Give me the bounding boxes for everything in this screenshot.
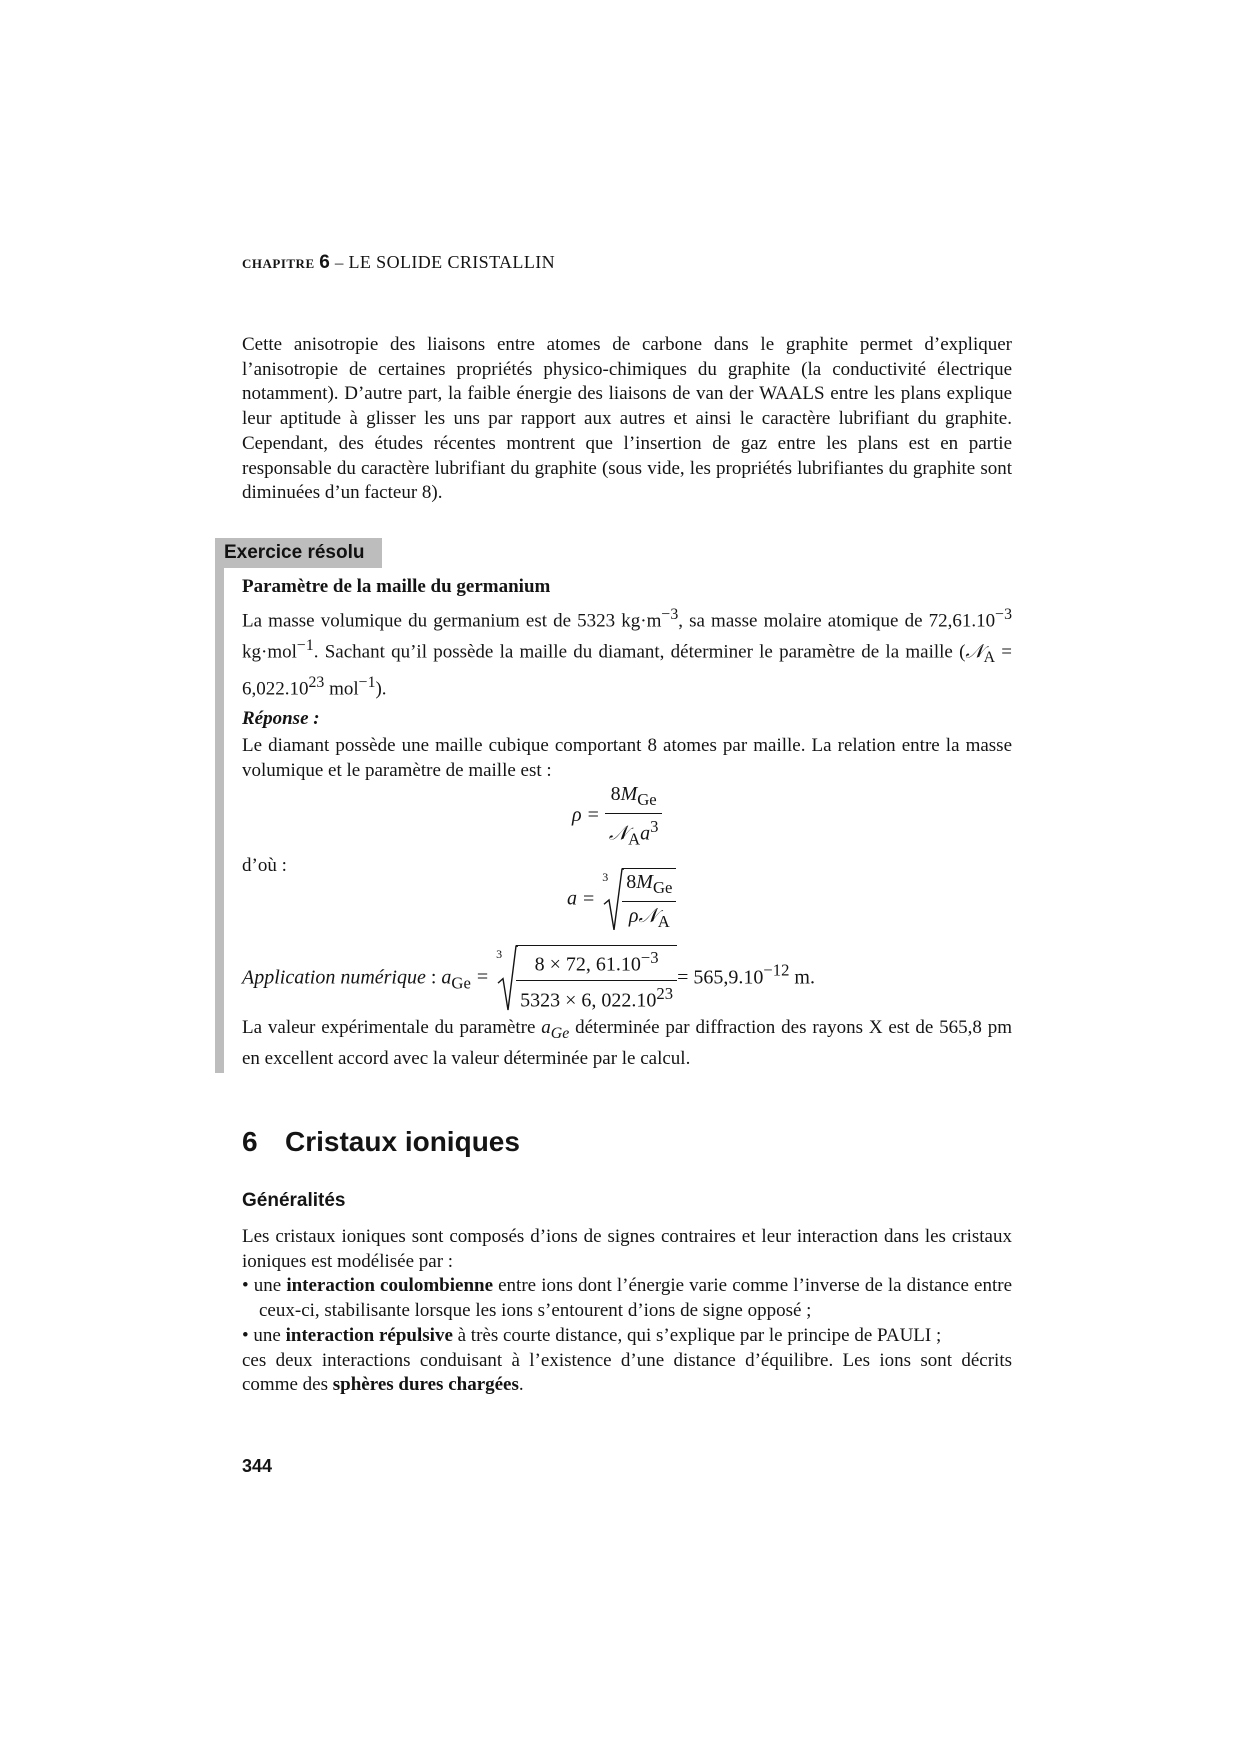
ionic-intro: Les cristaux ioniques sont composés d’ions de signes contraires et leur interaction dans les cristaux ioniques est modélisée par : bbox=[242, 1226, 1012, 1272]
eq1-denominator bbox=[605, 814, 663, 850]
exercise-label: Exercice résolu bbox=[215, 538, 382, 568]
eq3-cube-root bbox=[494, 945, 677, 1012]
eq2-num-sub: Ge bbox=[652, 878, 673, 897]
statement-text-3: kg·mol bbox=[242, 641, 297, 663]
eq1-den-var: 𝒩 bbox=[608, 822, 629, 845]
eq3-denominator bbox=[516, 981, 677, 1013]
eq2-num-coef: 8 bbox=[626, 871, 637, 893]
conclusion-text bbox=[242, 1016, 1012, 1071]
eq3-radicand bbox=[516, 945, 677, 1012]
waals-name: WAALS bbox=[759, 383, 825, 405]
section-number: 6 bbox=[242, 1126, 258, 1157]
exercise-conclusion bbox=[242, 1016, 1012, 1071]
eq3-numerator bbox=[516, 948, 677, 981]
conclusion-var-sub: Ge bbox=[550, 1024, 570, 1042]
eq2-den-sub: A bbox=[657, 912, 670, 931]
eq1-den-var2: a bbox=[640, 822, 651, 845]
statement-exp-2: −3 bbox=[995, 606, 1012, 623]
numeric-application bbox=[242, 945, 815, 1012]
section-title-text: Cristaux ioniques bbox=[285, 1126, 520, 1157]
b1-post: entre ions dont l’énergie varie comme l’inverse de la distance entre ceux-ci, stabilisante lorsque les ions s’entourent d’ions de signe opposé ; bbox=[259, 1275, 1012, 1322]
ionic-closing bbox=[242, 1349, 1012, 1398]
ionic-crystals-paragraph bbox=[242, 1225, 1012, 1398]
eq3-equals: = bbox=[476, 966, 489, 989]
pauli-name: PAULI bbox=[877, 1324, 932, 1346]
statement-text-4: . Sachant qu’il possède la maille du diamant, déterminer le paramètre de la maille ( bbox=[313, 641, 966, 663]
intro-text-1: Cette anisotropie des liaisons entre atomes de carbone dans le graphite permet d’expliquer l’anisotropie de certaines propriétés physico-chimiques du graphite (la conductivité électrique notamment). D’autre part, la faible énergie des liaisons de van der bbox=[242, 334, 1012, 405]
intro-text-2: entre les plans explique leur aptitude à glisser les uns par rapport aux autres et ainsi le caractère lubrifiant du graphite. Cependant, des études récentes montrent que l’insertion de gaz entre les plans est en partie responsable du caractère lubrifiant du graphite (sous vide, les propriétés lubrifiantes du graphite sont diminuées d’un facteur 8). bbox=[242, 383, 1013, 504]
eq3-num: 8 × 72, 61.10 bbox=[534, 953, 641, 976]
eq1-numerator bbox=[605, 783, 663, 814]
eq3-result: = 565,9.10 bbox=[677, 966, 764, 989]
statement-exp-4: 23 bbox=[308, 673, 325, 691]
conclusion-text-1: La valeur expérimentale du paramètre bbox=[242, 1017, 542, 1038]
eq1-rho: ρ bbox=[572, 803, 582, 826]
eq2-cube-root bbox=[600, 868, 676, 932]
b1-pre: une bbox=[248, 1275, 287, 1297]
eq2-root-index: 3 bbox=[602, 870, 609, 884]
eq2-radicand bbox=[622, 868, 676, 932]
parameter-equation bbox=[567, 868, 676, 932]
running-head bbox=[242, 252, 555, 274]
exercise-statement bbox=[242, 603, 1012, 702]
eq3-var: a bbox=[441, 966, 452, 989]
statement-text-6: mol bbox=[324, 678, 359, 700]
running-head-separator: – bbox=[334, 253, 344, 272]
eq2-num-var: M bbox=[636, 871, 653, 893]
eq1-den-exp: 3 bbox=[650, 817, 659, 836]
avogadro-sub: A bbox=[983, 649, 996, 667]
eq3-num-exp: −3 bbox=[640, 948, 659, 967]
bullet-icon: • bbox=[242, 1324, 249, 1346]
closing-end: . bbox=[518, 1374, 524, 1396]
eq2-fraction bbox=[622, 871, 676, 932]
statement-exp-1: −3 bbox=[661, 606, 679, 623]
conclusion-text-2: déterminée par diffraction des rayons X est de 565,8 pm en excellent accord avec la valeur déterminée par le calcul. bbox=[242, 1017, 1012, 1069]
b2-bold: interaction répulsive bbox=[285, 1324, 453, 1346]
eq1-equals: = bbox=[587, 803, 599, 826]
eq1-den-sub: A bbox=[628, 829, 641, 849]
bullet-repulsive bbox=[242, 1324, 1012, 1349]
intro-paragraph bbox=[242, 333, 1012, 506]
eq2-numerator bbox=[622, 871, 676, 902]
eq1-num-sub: Ge bbox=[637, 790, 657, 809]
eq3-var-sub: Ge bbox=[451, 973, 471, 993]
eq3-den-exp: 23 bbox=[656, 983, 674, 1003]
chapter-title: LE SOLIDE CRISTALLIN bbox=[348, 252, 556, 272]
eq2-den-var: 𝒩 bbox=[638, 905, 658, 927]
eq3-result-exp: −12 bbox=[763, 960, 790, 980]
conclusion-var: a bbox=[541, 1017, 551, 1038]
statement-exp-3: −1 bbox=[296, 637, 314, 655]
b2-post: à très courte distance, qui s’explique par le principe de bbox=[452, 1324, 878, 1346]
eq3-fraction bbox=[516, 948, 677, 1012]
eq2-equals: = bbox=[583, 887, 595, 910]
exercise-body bbox=[242, 575, 1012, 783]
closing-pre: ces deux interactions conduisant à l’existence d’une distance d’équilibre. Les ions sont décrits comme des bbox=[242, 1349, 1012, 1396]
statement-text-5: = 6,022.10 bbox=[242, 641, 1013, 700]
eq2-denominator bbox=[622, 902, 676, 932]
chapter-number: 6 bbox=[319, 252, 331, 273]
eq2-den-rho: ρ bbox=[628, 905, 639, 927]
eq3-unit: m. bbox=[789, 966, 815, 989]
section-heading bbox=[242, 1126, 520, 1158]
eq3-den: 5323 × 6, 022.10 bbox=[520, 989, 657, 1012]
eq2-a: a bbox=[567, 887, 577, 910]
eq1-fraction bbox=[605, 783, 663, 850]
bullet-coulomb bbox=[242, 1274, 1012, 1323]
eq3-label: Application numérique bbox=[242, 966, 426, 989]
subsection-heading: Généralités bbox=[242, 1190, 346, 1211]
b2-pre: une bbox=[248, 1324, 286, 1346]
statement-text-1: La masse volumique du germanium est de 5323 kg·m bbox=[242, 610, 662, 632]
statement-exp-5: −1 bbox=[358, 673, 376, 691]
eq1-num-coef: 8 bbox=[610, 783, 621, 805]
exercise-title: Paramètre de la maille du germanium bbox=[242, 576, 551, 597]
bullet-icon: • bbox=[242, 1275, 249, 1297]
exercise-side-bar bbox=[215, 568, 224, 1073]
page-number: 344 bbox=[242, 1456, 273, 1476]
statement-text-2: , sa masse molaire atomique de 72,61.10 bbox=[678, 610, 996, 632]
eq1-num-var: M bbox=[620, 783, 638, 805]
eq3-root-index: 3 bbox=[496, 947, 503, 961]
answer-label: Réponse : bbox=[242, 707, 320, 729]
b2-end: ; bbox=[931, 1324, 942, 1346]
chapter-label: CHAPITRE bbox=[242, 256, 315, 271]
density-equation bbox=[572, 783, 662, 850]
answer-text: Le diamant possède une maille cubique comportant 8 atomes par maille. La relation entre la masse volumique et le paramètre de maille est : bbox=[242, 734, 1012, 781]
statement-text-7: ). bbox=[375, 678, 387, 700]
closing-bold: sphères dures chargées bbox=[332, 1374, 519, 1396]
avogadro-symbol: 𝒩 bbox=[965, 641, 984, 663]
eq3-colon: : bbox=[425, 966, 442, 989]
b1-bold: interaction coulombienne bbox=[286, 1275, 494, 1297]
dou-text: d’où : bbox=[242, 855, 287, 876]
